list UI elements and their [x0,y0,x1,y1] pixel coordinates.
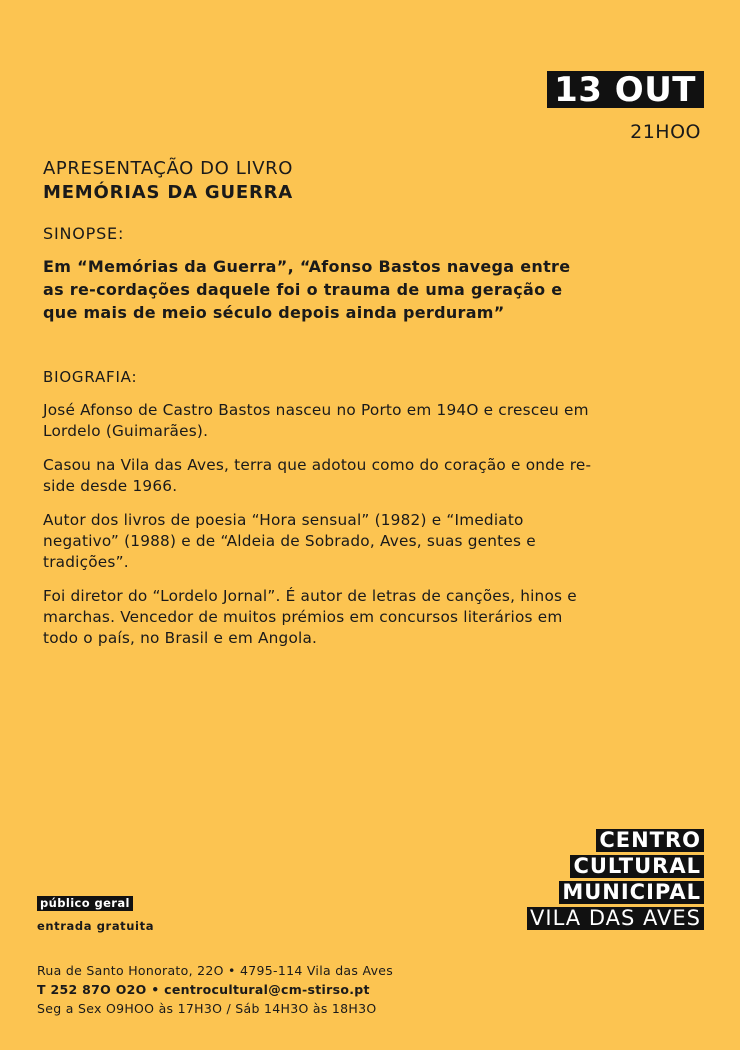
footer [37,961,393,1018]
presentation-kicker: APRESENTAÇÃO DO LIVRO [43,158,294,179]
footer-hours: Seg a Sex O9HOO às 17H3O / Sáb 14H3O às 18H3O [37,1001,377,1016]
biography-paragraph: Foi diretor do “Lordelo Jornal”. É autor de letras de canções, hinos e marchas. Vencedor de muitos prémios em concursos literários em todo o país, no Brasil e em Angola. [43,587,577,647]
biography-paragraph: Autor dos livros de poesia “Hora sensual” (1982) e “Imediato negativo” (1988) e de “Aldeia de Sobrado, Aves, suas gentes e tradições”. [43,511,536,571]
event-date: 13 OUT [547,71,704,108]
event-time: 21HOO [630,121,701,143]
entry-info: entrada gratuita [37,919,155,933]
book-title: MEMÓRIAS DA GUERRA [43,182,294,203]
synopsis-text: Em “Memórias da Guerra”, “Afonso Bastos navega entre as re-cordações daquele foi o trauma de uma geração e que mais de meio século depois ainda perduram” [43,257,571,322]
logo-line-centro: CENTRO [596,829,704,852]
logo-line-cultural: CULTURAL [570,855,704,878]
audience-info [37,892,154,933]
audience-tag: público geral [37,896,133,911]
logo-line-vila-das-aves: VILA DAS AVES [527,907,704,930]
footer-address: Rua de Santo Honorato, 22O • 4795-114 Vila das Aves [37,963,394,978]
biography-label: BIOGRAFIA: [43,368,138,386]
footer-contact: T 252 87O O2O • centrocultural@cm-stirso.pt [37,982,370,997]
logo-line-municipal: MUNICIPAL [559,881,704,904]
main-content [43,157,593,649]
biography-paragraph: José Afonso de Castro Bastos nasceu no Porto em 194O e cresceu em Lordelo (Guimarães). [43,401,589,440]
synopsis-label: SINOPSE: [43,224,125,243]
venue-logo [527,826,704,930]
biography-paragraph: Casou na Vila das Aves, terra que adotou como do coração e onde re-side desde 1966. [43,456,592,495]
